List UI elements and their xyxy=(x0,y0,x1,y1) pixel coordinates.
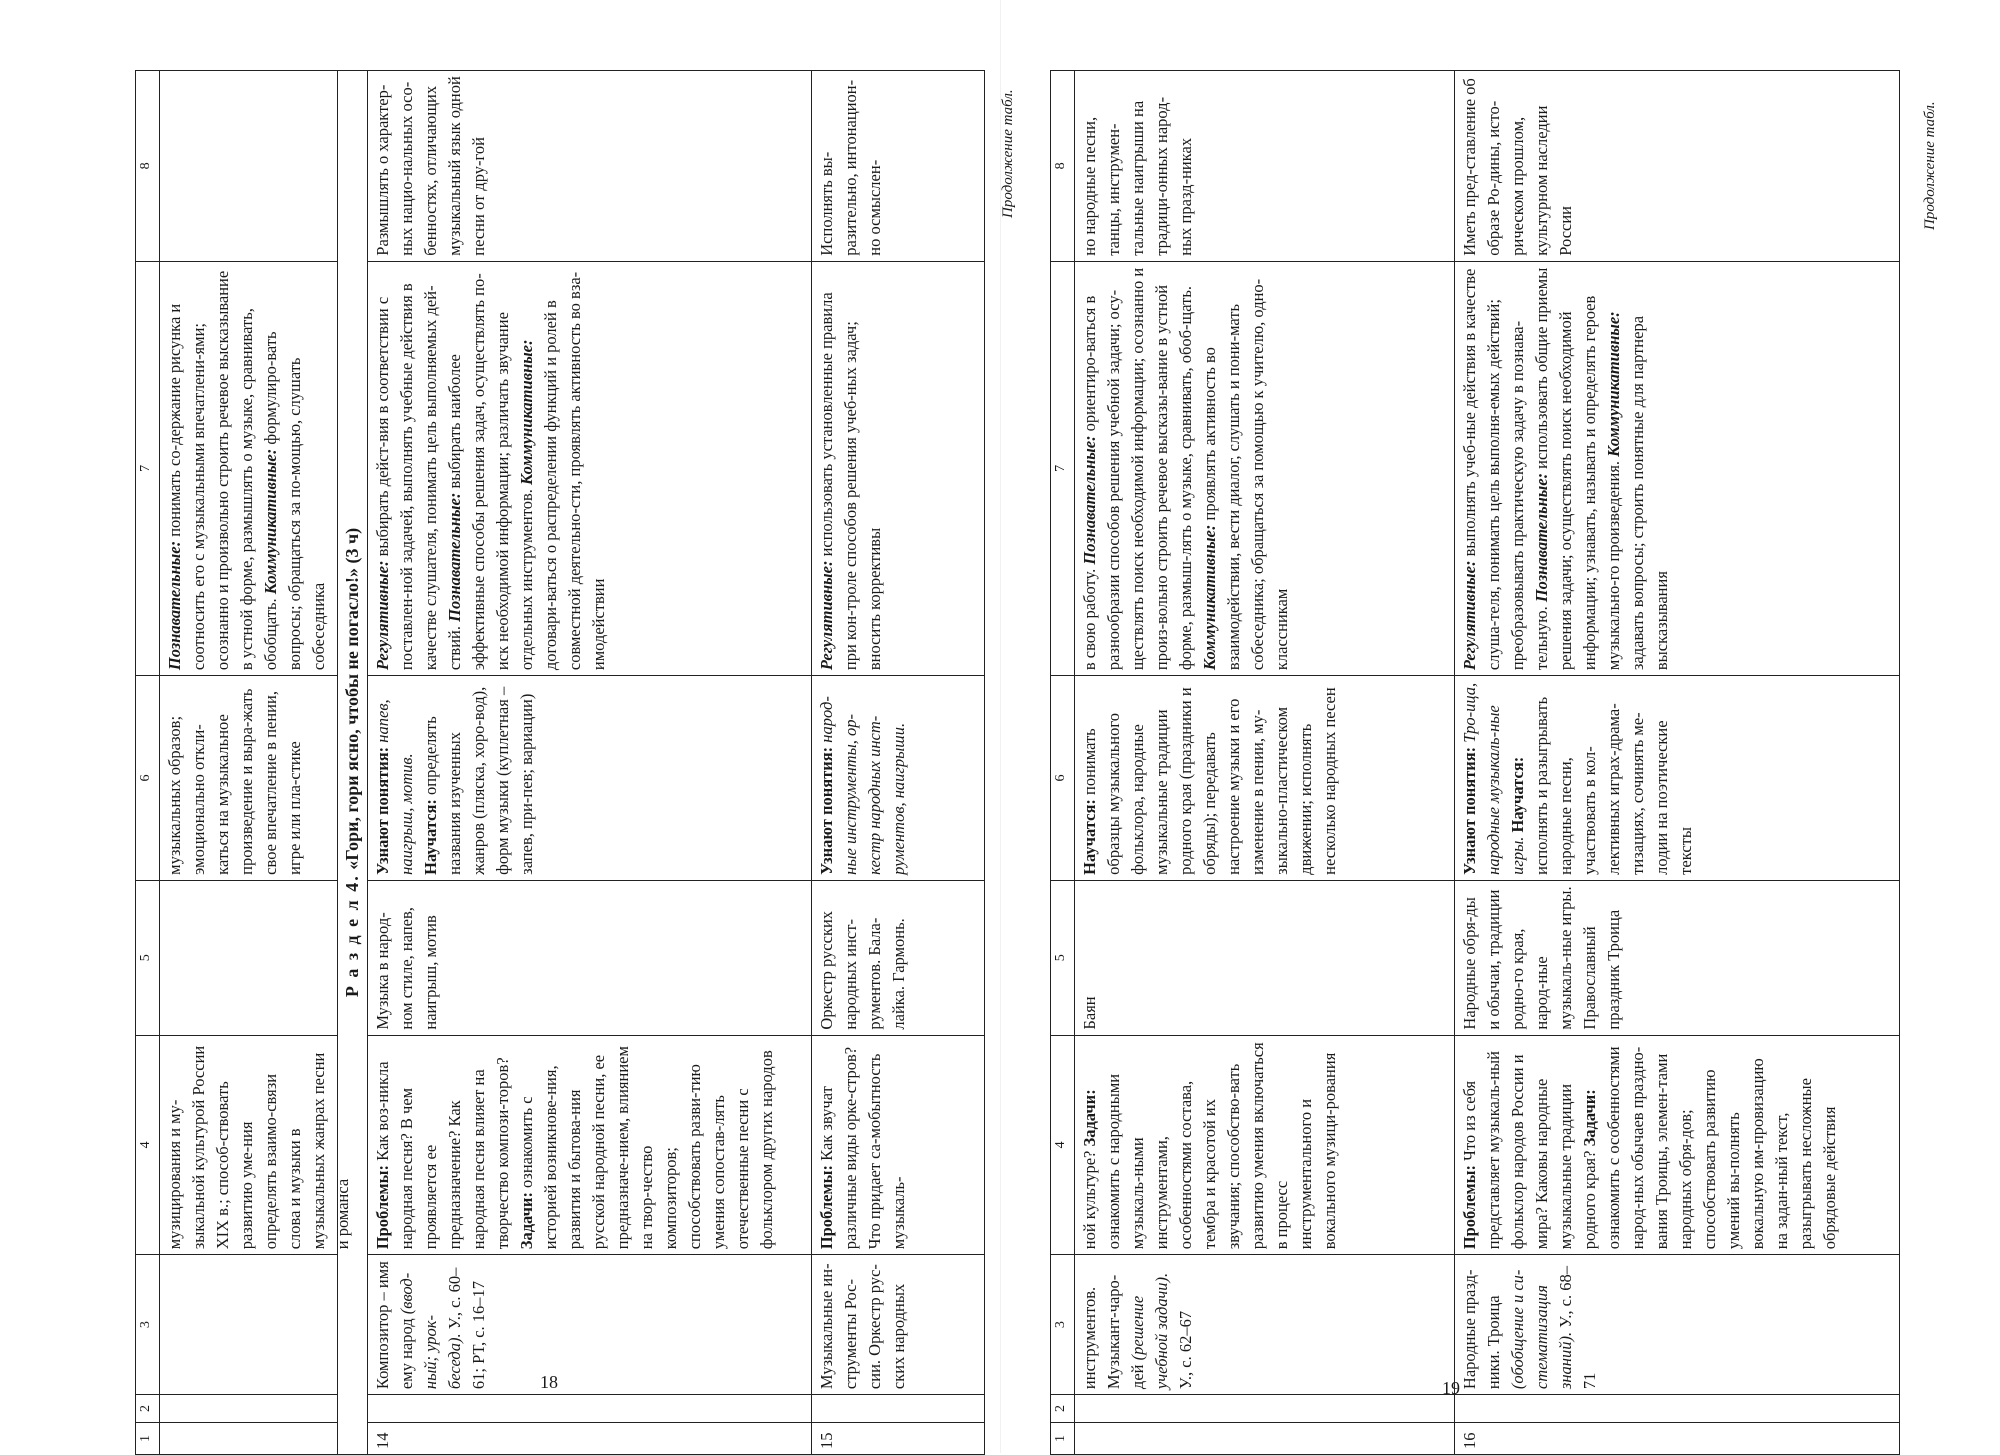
lesson-number: 14 xyxy=(368,1422,811,1454)
uud-cell: Регулятивные: выбирать дейст-вия в соответствии с поставлен-ной задачей, выполнять учебные действия в качестве слушателя, понимать цель выполняемых дей-ствий. Познавательные: выбирать наиболее эффективные способы решения задач, осуществлять по-иск необходимой информации; различать звучание отдельных инструментов. Коммуникативные: договари-ваться о распределении функций и ролей в совместной деятельно-сти, проявлять активность во вза-имодействии xyxy=(368,261,811,675)
outcomes-cell: Узнают понятия: Тро-ица, народные музыкаль-ные игры. Научатся: исполнять и разыгрывать народные песни, участвовать в кол-лективных играх-драма-тизациях, сочинять ме-лодии на поэтические тексты xyxy=(1455,675,1899,880)
lesson-topic: Музыкальные ин-струменты Рос-сии. Оркестр рус-ских народных xyxy=(812,1254,984,1394)
uud-cell: в свою работу. Познавательные: ориентиро-ваться в разнообразии способов решения учебной задачи; осу-ществлять поиск необходимой информации; осознанно и произ-вольно строить речевое высказы-вание в устной форме, размыш-лять о музыке, сравнивать, обоб-щать. Коммуникативные: проявлять активность во взаимодействии, вести диалог, слушать и пони-мать собеседника; обращаться за помощью к учителю, одно-классникам xyxy=(1075,261,1454,675)
page-number: 18 xyxy=(540,1372,558,1392)
col-num: 5 xyxy=(136,880,159,1035)
col-num: 1 xyxy=(136,1422,159,1454)
concepts-cell: Музыка в народ-ном стиле, напев, наигрыш, мотив xyxy=(368,880,811,1035)
lesson-plan-table-page-19 xyxy=(1050,70,1900,1455)
col-num: 3 xyxy=(1051,1254,1074,1394)
col-num: 4 xyxy=(1051,1035,1074,1255)
lesson-plan-table-page-18 xyxy=(135,70,985,1455)
problems-tasks-cell: Проблемы: Как воз-никла народная песня? В чем проявляется ее предназначение? Как народная песня влияет на творчество компози-торов? Задачи: ознакомить с историей возникнове-ния, развития и бытова-ния русской народной песни, ее предназначе-нием, влиянием на твор-чество композиторов; способствовать разви-тию умения сопостав-лять отечественные песни с фольклором других народов xyxy=(368,1035,811,1255)
col-num: 8 xyxy=(1053,162,1068,170)
col-num: 4 xyxy=(136,1035,159,1255)
col-num: 7 xyxy=(136,261,159,675)
section-heading-row xyxy=(338,71,368,1454)
table-row-15-continued xyxy=(1075,71,1455,1454)
lesson-number: 16 xyxy=(1455,1422,1899,1454)
personal-results-cell: Иметь пред-ставление об образе Ро-дины, исто-рическом прошлом, культурном наследии России xyxy=(1460,78,1575,256)
column-number-row xyxy=(1051,71,1075,1454)
problems-tasks-cell: Проблемы: Как звучат различные виды орке-стров? Что придает са-мобытность музыкаль- xyxy=(812,1035,984,1255)
table-row-14 xyxy=(368,71,812,1454)
tasks-cell: музицирования и му-зыкальной культурой России XIX в.; способ-ствовать развитию уме-ния определять взаимо-связи слова и музыки в музыкальных жанрах песни и романса xyxy=(160,1035,337,1255)
table-row-15 xyxy=(812,71,984,1454)
outcomes-cell: Узнают понятия: народ-ные инструменты, ор-кестр народных инст-рументов, наигрыши. xyxy=(812,675,984,880)
lesson-topic: Композитор – имя ему народ (ввод-ный; урок-беседа). У., с. 60–61; РТ, с. 16–17 xyxy=(368,1254,811,1394)
col-num: 6 xyxy=(1051,675,1074,880)
concepts-cell: Баян xyxy=(1075,880,1454,1035)
outcomes-cell: Узнают понятия: напев, наигрыш, мотив. Научатся: определять названия изученных жанров (пляска, хоро-вод), форм музыки (куплетная – запев, при-пев; вариации) xyxy=(368,675,811,880)
concepts-cell: Оркестр русских народных инст-рументов. Бала-лайка. Гармонь. xyxy=(812,880,984,1035)
section-heading: Р а з д е л 4. «Гори, гори ясно, чтобы не погасло!» (3 ч) xyxy=(342,527,362,998)
lesson-number: 15 xyxy=(812,1422,984,1454)
personal-results-cell: Размышлять о характер-ных нацио-нальных осо-бенностях, отличающих музыкальный язык одной песни от дру-гой xyxy=(373,76,488,256)
lesson-topic: инструментов. Музыкант-чаро-дей (решение учебной задачи). У., с. 62–67 xyxy=(1075,1254,1454,1394)
col-num: 2 xyxy=(1051,1394,1074,1422)
col-num: 8 xyxy=(138,162,153,170)
continuation-label: Продолжение табл. xyxy=(1000,89,1016,218)
uud-cell: Регулятивные: выполнять учеб-ные действия в качестве слуша-теля, понимать цель выполня-емых действий; преобразовывать практическую задачу в познава-тельную. Познавательные: использовать общие приемы решения задачи; осуществлять поиск необходимой информации; узнавать, называть и определять героев музыкально-го произведения. Коммуникативные: задавать вопросы; строить понятные для партнера высказывания xyxy=(1455,261,1899,675)
col-num: 7 xyxy=(1051,261,1074,675)
outcomes-cell: музыкальных образов; эмоционально откли-каться на музыкальное произведение и выра-жать свое впечатление в пении, игре или пла-стике xyxy=(160,675,337,880)
col-num: 5 xyxy=(1051,880,1074,1035)
col-num: 2 xyxy=(136,1394,159,1422)
concepts-cell: Народные обря-ды и обычаи, традиции родно-го края, народ-ные музыкаль-ные игры. Православный праздник Троица xyxy=(1455,880,1899,1035)
page-number: 19 xyxy=(1442,1378,1460,1398)
col-num: 3 xyxy=(136,1254,159,1394)
personal-results-cell: но народные песни, танцы, инструмен-тальные наигрыши на традици-онных народ-ных празд-никах xyxy=(1080,96,1195,256)
uud-cell: Регулятивные: использовать установленные правила при кон-троле способов решения учеб-ных задач; вносить коррективы xyxy=(812,261,984,675)
column-number-row xyxy=(136,71,160,1454)
lesson-topic: Народные празд-ники. Троица (обобщение и си-стематизация знаний). У., с. 68–71 xyxy=(1455,1254,1899,1394)
col-num: 1 xyxy=(1051,1422,1074,1454)
col-num: 6 xyxy=(136,675,159,880)
continuation-label: Продолжение табл. xyxy=(1922,101,1938,230)
personal-results-cell: Исполнять вы-разительно, интонацион-но осмыслен- xyxy=(817,79,884,256)
uud-cell: Познавательные: понимать со-держание рисунка и соотносить его с музыкальными впечатлени-ями; осознанно и произвольно строить речевое высказывание в устной форме, размышлять о музыке, сравнивать, обобщать. Коммуникативные: формулиро-вать вопросы; обращаться за по-мощью, слушать собеседника xyxy=(160,261,337,675)
table-row-16 xyxy=(1455,71,1899,1454)
problems-tasks-cell: ной культуре? Задачи: ознакомить с народными музыкаль-ными инструментами, особенностями состава, тембра и красотой их звучания; способство-вать развитию умения включаться в процесс инструментального и вокального музици-рования xyxy=(1075,1035,1454,1255)
problems-tasks-cell: Проблемы: Что из себя представляет музыкаль-ный фольклор народов России и мира? Каковы народные музыкальные традиции родного края? Задачи: ознакомить с особенностями народ-ных обычаев праздно-вания Троицы, элемен-тами народных обря-дов; способствовать развитию умений вы-полнять вокальную им-провизацию на задан-ный текст, разыгрывать несложные обрядовые действия xyxy=(1455,1035,1899,1255)
outcomes-cell: Научатся: понимать образцы музыкального фольклора, народные музыкальные традиции родного края (праздники и обряды); передавать настроение музыки и его изменение в пении, му-зыкально-пластическом движении; исполнять несколько народных песен xyxy=(1075,675,1454,880)
